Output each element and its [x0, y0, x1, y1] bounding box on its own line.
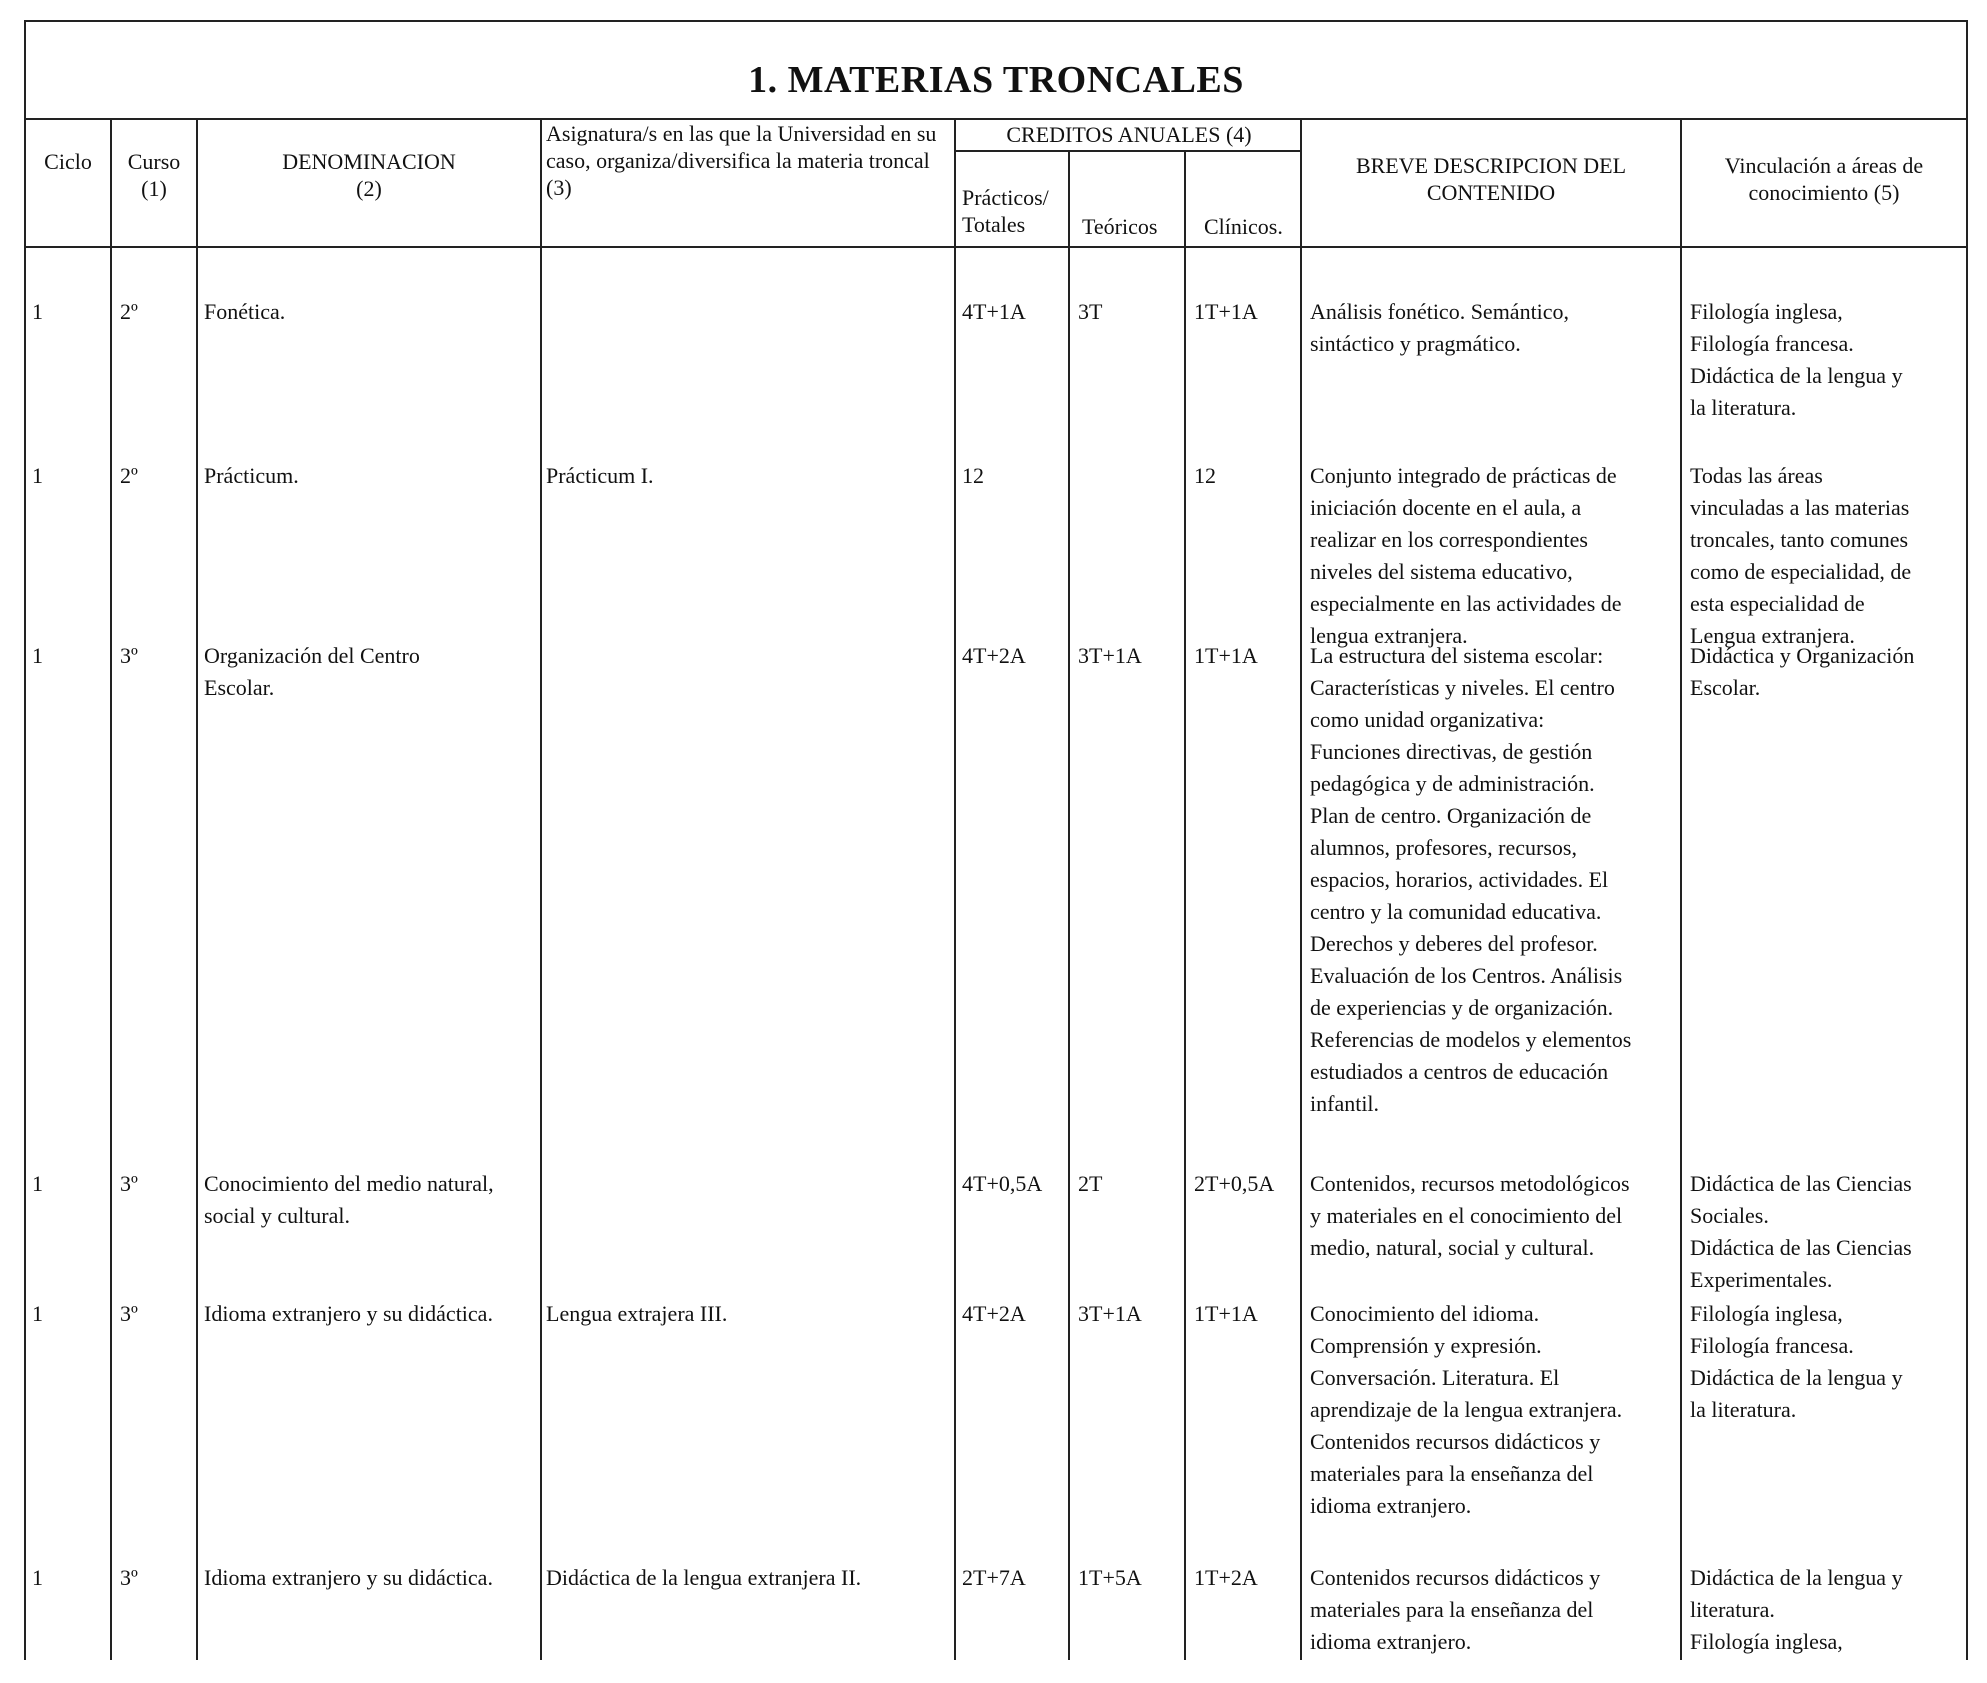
row-5-clinicos: 1T+1A — [1194, 1301, 1258, 1326]
creditos-rule — [954, 150, 1302, 152]
row-5-vinculacion: Filología inglesa, Filología francesa. Didáctica de la lengua y la literatura. — [1690, 1301, 1903, 1422]
col-sep-clinicos — [1184, 150, 1186, 1660]
row-6-clinicos: 1T+2A — [1194, 1565, 1258, 1590]
row-5-practicos: 4T+2A — [962, 1301, 1026, 1326]
header-descripcion: BREVE DESCRIPCION DEL CONTENIDO — [1355, 153, 1627, 205]
row-2-curso: 2º — [120, 463, 138, 488]
col-sep-denominacion — [196, 118, 198, 1660]
title-box — [24, 20, 1968, 118]
col-sep-curso — [110, 118, 112, 1660]
row-6-practicos: 2T+7A — [962, 1565, 1026, 1590]
row-3-descripcion: La estructura del sistema escolar: Características y niveles. El centro como unidad organizativa: Funciones directivas, de gestión pedagógica y de administración. Plan de centro. Organización de alumnos, profesores, recursos, espacios, horarios, actividades. El centro y la comunidad educativa. Derechos y deberes del profesor. Evaluación de los Centros. Análisis de experiencias y de organización. Referencias de modelos y elementos estudiados a centros de educación infantil. — [1310, 643, 1632, 1116]
header-bottom-rule — [24, 246, 1968, 248]
col-sep-teoricos — [1068, 150, 1070, 1660]
row-1-denominacion: Fonética. — [204, 299, 286, 324]
row-3-practicos: 4T+2A — [962, 643, 1026, 668]
header-asignaturas: Asignatura/s en las que la Universidad en su caso, organiza/diversifica la materia troncal (3) — [546, 121, 937, 200]
header-curso: Curso (1) — [127, 149, 181, 201]
header-practicos: Prácticos/ Totales — [962, 185, 1049, 237]
row-3-teoricos: 3T+1A — [1078, 643, 1142, 668]
header-ciclo: Ciclo — [44, 149, 92, 174]
header-teoricos: Teóricos — [1082, 214, 1158, 239]
row-6-vinculacion: Didáctica de la lengua y literatura. Filología inglesa, — [1690, 1565, 1903, 1654]
row-1-vinculacion: Filología inglesa, Filología francesa. Didáctica de la lengua y la literatura. — [1690, 299, 1903, 420]
col-sep-practicos — [954, 118, 956, 1660]
row-4-curso: 3º — [120, 1171, 138, 1196]
row-5-ciclo: 1 — [32, 1301, 43, 1326]
row-5-asignatura: Lengua extrajera III. — [546, 1301, 728, 1326]
row-6-ciclo: 1 — [32, 1565, 43, 1590]
row-2-asignatura: Prácticum I. — [546, 463, 654, 488]
header-creditos: CREDITOS ANUALES (4) — [1006, 122, 1252, 147]
row-6-curso: 3º — [120, 1565, 138, 1590]
header-clinicos: Clínicos. — [1204, 214, 1283, 239]
row-2-ciclo: 1 — [32, 463, 43, 488]
row-5-teoricos: 3T+1A — [1078, 1301, 1142, 1326]
row-4-descripcion: Contenidos, recursos metodológicos y materiales en el conocimiento del medio, natural, social y cultural. — [1310, 1171, 1630, 1260]
row-4-teoricos: 2T — [1078, 1171, 1103, 1196]
row-4-ciclo: 1 — [32, 1171, 43, 1196]
row-3-denominacion: Organización del Centro Escolar. — [204, 643, 420, 700]
row-6-descripcion: Contenidos recursos didácticos y materiales para la enseñanza del idioma extranjero. — [1310, 1565, 1601, 1654]
row-3-ciclo: 1 — [32, 643, 43, 668]
row-1-teoricos: 3T — [1078, 299, 1103, 324]
row-6-denominacion: Idioma extranjero y su didáctica. — [204, 1565, 493, 1590]
row-3-curso: 3º — [120, 643, 138, 668]
row-4-vinculacion: Didáctica de las Ciencias Sociales. Didáctica de las Ciencias Experimentales. — [1690, 1171, 1912, 1292]
row-2-denominacion: Prácticum. — [204, 463, 299, 488]
col-sep-descripcion — [1300, 118, 1302, 1660]
row-5-denominacion: Idioma extranjero y su didáctica. — [204, 1301, 493, 1326]
row-5-curso: 3º — [120, 1301, 138, 1326]
row-6-teoricos: 1T+5A — [1078, 1565, 1142, 1590]
left-border — [24, 20, 26, 1660]
header-top-rule — [24, 118, 1968, 120]
row-6-asignatura: Didáctica de la lengua extranjera II. — [546, 1565, 862, 1590]
row-1-descripcion: Análisis fonético. Semántico, sintáctico y pragmático. — [1310, 299, 1570, 356]
row-1-practicos: 4T+1A — [962, 299, 1026, 324]
page-title: 1. MATERIAS TRONCALES — [748, 59, 1244, 101]
header-denominacion: DENOMINACION (2) — [282, 149, 456, 201]
col-sep-vinculacion — [1680, 118, 1682, 1660]
row-3-vinculacion: Didáctica y Organización Escolar. — [1690, 643, 1915, 700]
row-4-denominacion: Conocimiento del medio natural, social y cultural. — [204, 1171, 494, 1228]
row-1-curso: 2º — [120, 299, 138, 324]
row-4-clinicos: 2T+0,5A — [1194, 1171, 1275, 1196]
row-1-ciclo: 1 — [32, 299, 43, 324]
row-2-clinicos: 12 — [1194, 463, 1216, 488]
row-5-descripcion: Conocimiento del idioma. Comprensión y expresión. Conversación. Literatura. El aprendizaje de la lengua extranjera. Contenidos recursos didácticos y materiales para la enseñanza del idioma extranjero. — [1310, 1301, 1623, 1518]
document-sheet — [24, 20, 1968, 1660]
row-3-clinicos: 1T+1A — [1194, 643, 1258, 668]
row-2-descripcion: Conjunto integrado de prácticas de iniciación docente en el aula, a realizar en los correspondientes niveles del sistema educativo, especialmente en las actividades de lengua extranjera. — [1310, 463, 1622, 648]
right-border — [1966, 20, 1968, 1660]
header-vinculacion: Vinculación a áreas de conocimiento (5) — [1724, 153, 1924, 205]
col-sep-asignatura — [540, 118, 542, 1660]
row-2-vinculacion: Todas las áreas vinculadas a las materias troncales, tanto comunes como de especialidad, de esta especialidad de Lengua extranjera. — [1690, 463, 1912, 648]
row-1-clinicos: 1T+1A — [1194, 299, 1258, 324]
row-2-practicos: 12 — [962, 463, 984, 488]
row-4-practicos: 4T+0,5A — [962, 1171, 1043, 1196]
